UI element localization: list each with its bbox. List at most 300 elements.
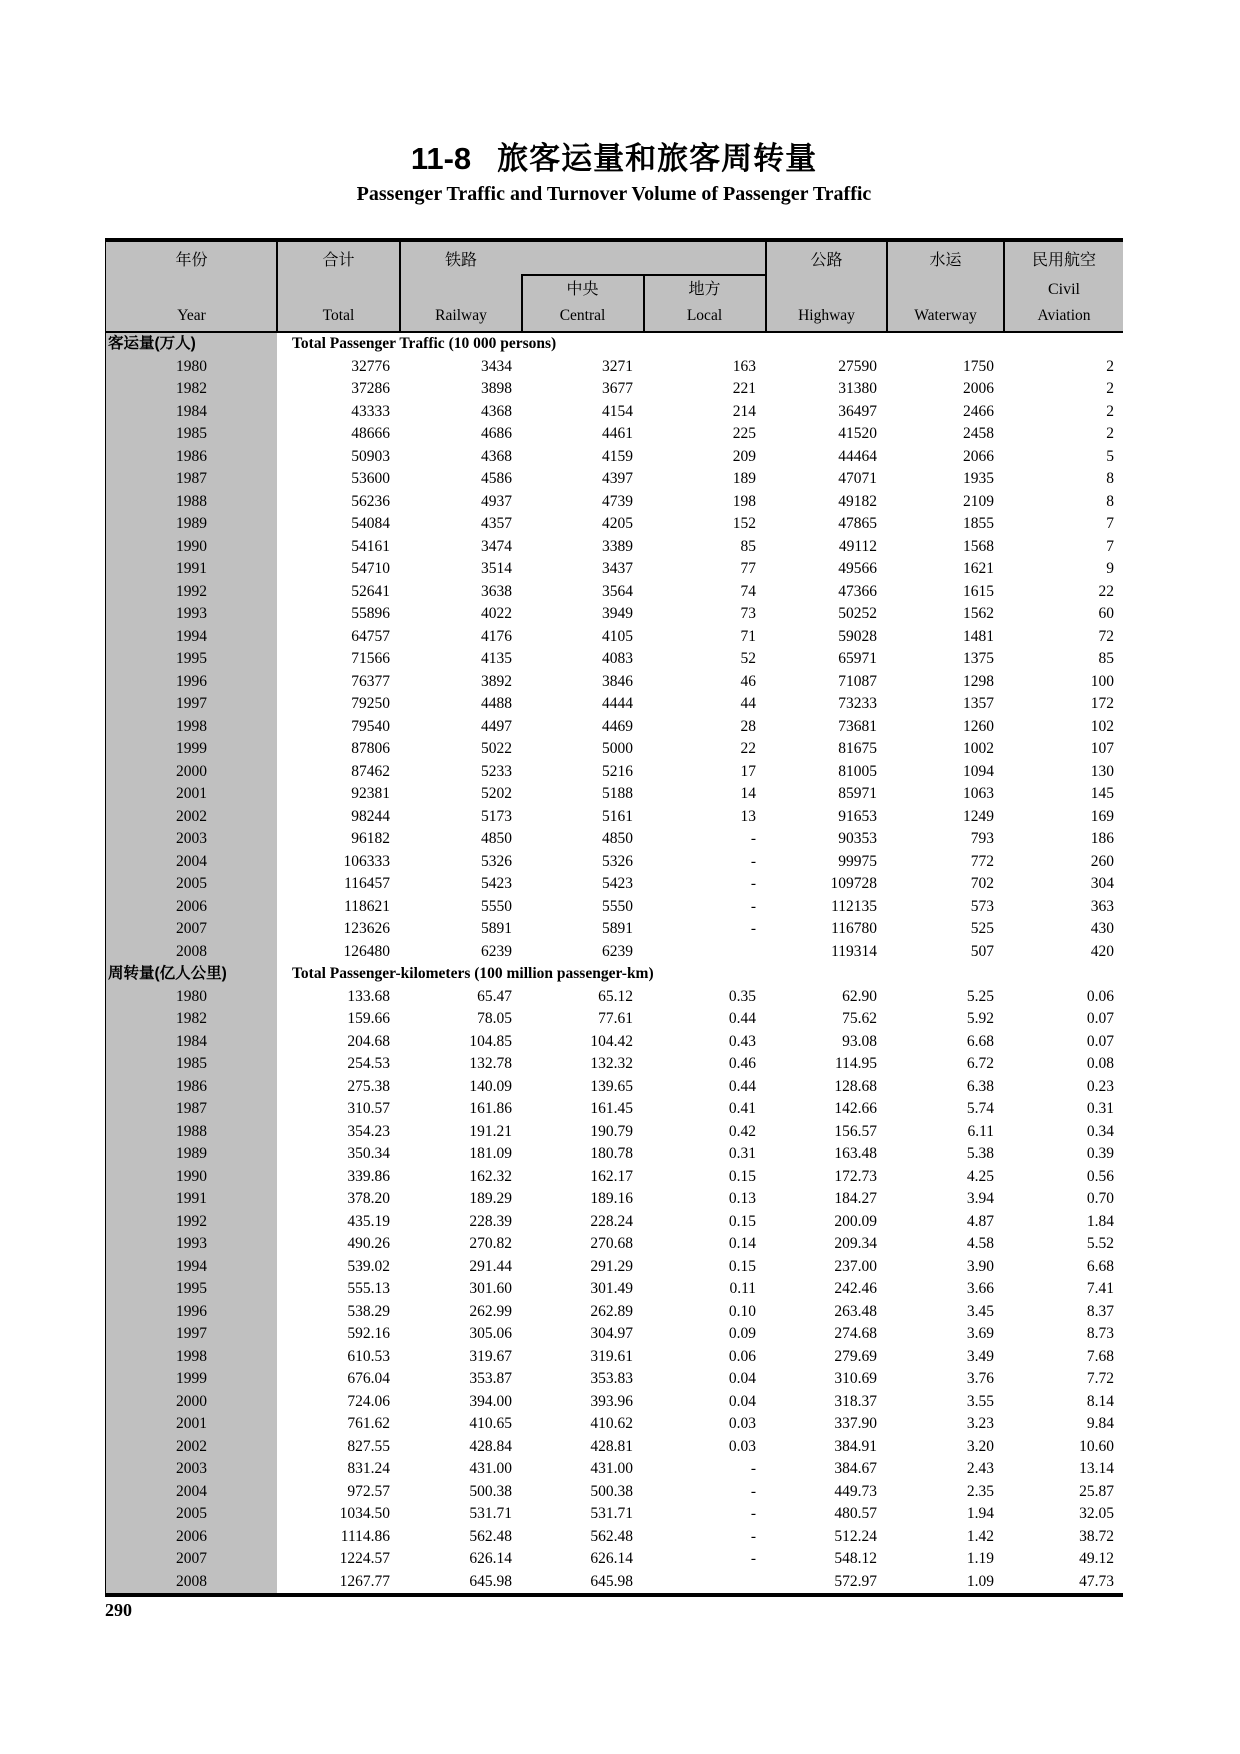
value-cell: 22 bbox=[1098, 582, 1114, 600]
table-row bbox=[106, 468, 1123, 491]
value-cell: 0.56 bbox=[1086, 1167, 1114, 1185]
header-highway-zh: 公路 bbox=[810, 252, 843, 269]
year-cell: 1991 bbox=[106, 1188, 277, 1211]
value-cell: - bbox=[750, 1505, 756, 1522]
value-cell: 431.00 bbox=[590, 1460, 633, 1477]
value-cell: 162.32 bbox=[469, 1167, 512, 1185]
table-row bbox=[106, 693, 1123, 716]
table-body bbox=[105, 333, 1123, 1597]
value-cell: 116457 bbox=[344, 875, 390, 892]
value-cell: 159.66 bbox=[347, 1010, 390, 1027]
value-cell: 2066 bbox=[963, 447, 994, 465]
table-row bbox=[106, 401, 1123, 424]
value-cell: 1.84 bbox=[1086, 1212, 1114, 1230]
value-cell: 531.71 bbox=[590, 1505, 633, 1522]
value-cell: 301.49 bbox=[590, 1280, 633, 1297]
value-cell: 428.84 bbox=[469, 1437, 512, 1455]
value-cell: 972.57 bbox=[347, 1482, 390, 1500]
value-cell: 1002 bbox=[963, 740, 994, 757]
value-cell: 62.90 bbox=[842, 987, 877, 1005]
value-cell: 5216 bbox=[602, 762, 633, 780]
value-cell: 337.90 bbox=[834, 1415, 877, 1432]
year-cell: 2006 bbox=[106, 896, 277, 919]
value-cell: 8.37 bbox=[1086, 1302, 1114, 1320]
value-cell: 5188 bbox=[602, 785, 633, 802]
value-cell: - bbox=[750, 1460, 756, 1477]
value-cell: 5000 bbox=[602, 740, 633, 757]
page-number: 290 bbox=[105, 1600, 132, 1620]
value-cell: 198 bbox=[732, 492, 756, 510]
value-cell: 5202 bbox=[481, 785, 512, 802]
value-cell: 31380 bbox=[838, 380, 877, 397]
table-row bbox=[106, 356, 1123, 379]
value-cell: 180.78 bbox=[590, 1145, 633, 1162]
value-cell: 0.11 bbox=[729, 1280, 756, 1297]
value-cell: 538.29 bbox=[347, 1302, 390, 1320]
value-cell: 162.17 bbox=[590, 1167, 633, 1185]
table-row bbox=[106, 1526, 1123, 1549]
value-cell: 8 bbox=[1106, 470, 1114, 487]
year-cell: 1997 bbox=[106, 693, 277, 716]
section-label-en: Total Passenger-kilometers (100 million passenger-km) bbox=[292, 965, 654, 982]
value-cell: 3846 bbox=[602, 672, 633, 690]
value-cell: 1.09 bbox=[966, 1572, 994, 1590]
value-cell: 0.04 bbox=[728, 1370, 756, 1387]
value-cell: 339.86 bbox=[347, 1167, 390, 1185]
value-cell: 5326 bbox=[481, 852, 512, 870]
year-cell: 1990 bbox=[106, 536, 277, 559]
value-cell: 279.69 bbox=[834, 1347, 877, 1365]
value-cell: 1.94 bbox=[966, 1505, 994, 1522]
value-cell: 3474 bbox=[481, 537, 512, 555]
value-cell: 5.38 bbox=[966, 1145, 994, 1162]
year-cell: 1998 bbox=[106, 716, 277, 739]
value-cell bbox=[643, 941, 766, 964]
table-row bbox=[106, 1233, 1123, 1256]
header-central-zh: 中央 bbox=[566, 281, 599, 298]
value-cell: 0.07 bbox=[1086, 1032, 1114, 1050]
value-cell: 169 bbox=[1090, 807, 1114, 825]
year-cell: 1989 bbox=[106, 1143, 277, 1166]
year-cell: 1999 bbox=[106, 738, 277, 761]
table-row bbox=[106, 896, 1123, 919]
value-cell: 5423 bbox=[602, 875, 633, 892]
value-cell: 2458 bbox=[963, 425, 994, 442]
value-cell: 0.03 bbox=[728, 1437, 756, 1455]
value-cell: 72 bbox=[1098, 627, 1114, 645]
table-row bbox=[106, 1076, 1123, 1099]
value-cell: 5326 bbox=[602, 852, 633, 870]
value-cell: 0.46 bbox=[728, 1055, 756, 1072]
value-cell: 4205 bbox=[602, 515, 633, 532]
value-cell: 4937 bbox=[481, 492, 512, 510]
value-cell: - bbox=[750, 1482, 756, 1500]
value-cell: 8.73 bbox=[1086, 1325, 1114, 1342]
year-cell: 2004 bbox=[106, 1481, 277, 1504]
header-railway-en: Railway bbox=[435, 307, 487, 324]
value-cell: - bbox=[750, 852, 756, 870]
value-cell: 156.57 bbox=[834, 1122, 877, 1140]
header-local-zh: 地方 bbox=[688, 281, 721, 298]
value-cell: 431.00 bbox=[469, 1460, 512, 1477]
section-label-zh: 周转量(亿人公里) bbox=[106, 963, 277, 986]
value-cell: 2 bbox=[1106, 402, 1114, 420]
value-cell: 1267.77 bbox=[339, 1572, 390, 1590]
section-header-row bbox=[106, 963, 1123, 986]
value-cell: 209.34 bbox=[834, 1235, 877, 1252]
value-cell: 393.96 bbox=[590, 1392, 633, 1410]
value-cell: 91653 bbox=[838, 807, 877, 825]
value-cell: 8 bbox=[1106, 492, 1114, 510]
value-cell: 4586 bbox=[481, 470, 512, 487]
value-cell: 228.39 bbox=[469, 1212, 512, 1230]
value-cell: 5173 bbox=[481, 807, 512, 825]
value-cell: 5 bbox=[1106, 447, 1114, 465]
value-cell: 132.78 bbox=[469, 1055, 512, 1072]
value-cell: 394.00 bbox=[469, 1392, 512, 1410]
value-cell: 6.11 bbox=[967, 1122, 994, 1140]
value-cell: - bbox=[750, 1550, 756, 1567]
value-cell: 17 bbox=[740, 762, 756, 780]
value-cell: 1750 bbox=[963, 357, 994, 375]
value-cell: 5.25 bbox=[966, 987, 994, 1005]
value-cell: 0.14 bbox=[728, 1235, 756, 1252]
value-cell: 291.44 bbox=[469, 1257, 512, 1275]
year-cell: 1985 bbox=[106, 423, 277, 446]
value-cell: 4159 bbox=[602, 447, 633, 465]
value-cell: 93.08 bbox=[842, 1032, 877, 1050]
table-row bbox=[106, 1548, 1123, 1571]
value-cell: 52 bbox=[740, 650, 756, 667]
value-cell: 50903 bbox=[351, 447, 390, 465]
value-cell: 0.13 bbox=[728, 1190, 756, 1207]
table-row bbox=[106, 558, 1123, 581]
value-cell: 480.57 bbox=[834, 1505, 877, 1522]
value-cell: 0.31 bbox=[1086, 1100, 1114, 1117]
value-cell: 10.60 bbox=[1079, 1437, 1114, 1455]
value-cell: 191.21 bbox=[469, 1122, 512, 1140]
value-cell: 793 bbox=[970, 830, 994, 847]
value-cell: 5550 bbox=[602, 897, 633, 915]
value-cell: 47.73 bbox=[1079, 1572, 1114, 1590]
value-cell: 6239 bbox=[481, 942, 512, 960]
table-row bbox=[106, 1503, 1123, 1526]
value-cell: 5161 bbox=[602, 807, 633, 825]
value-cell: 181.09 bbox=[469, 1145, 512, 1162]
table-row bbox=[106, 378, 1123, 401]
value-cell: 2.35 bbox=[966, 1482, 994, 1500]
value-cell: 3437 bbox=[602, 560, 633, 577]
value-cell: 3.90 bbox=[966, 1257, 994, 1275]
value-cell: 52641 bbox=[351, 582, 390, 600]
value-cell: 319.61 bbox=[590, 1347, 633, 1365]
value-cell: 49.12 bbox=[1079, 1550, 1114, 1567]
value-cell: 304.97 bbox=[590, 1325, 633, 1342]
value-cell: 4488 bbox=[481, 695, 512, 712]
value-cell: 109728 bbox=[830, 875, 877, 892]
value-cell: 119314 bbox=[831, 942, 877, 960]
value-cell: 81005 bbox=[838, 762, 877, 780]
value-cell: 145 bbox=[1090, 785, 1114, 802]
value-cell: 0.35 bbox=[728, 987, 756, 1005]
value-cell: 47071 bbox=[838, 470, 877, 487]
value-cell: 32.05 bbox=[1079, 1505, 1114, 1522]
year-cell: 1996 bbox=[106, 671, 277, 694]
value-cell: 1562 bbox=[963, 605, 994, 622]
header-year-zh: 年份 bbox=[175, 252, 208, 269]
value-cell: 430 bbox=[1090, 920, 1114, 937]
value-cell: 270.68 bbox=[590, 1235, 633, 1252]
value-cell: 4135 bbox=[481, 650, 512, 667]
value-cell: 49182 bbox=[838, 492, 877, 510]
value-cell: 104.85 bbox=[469, 1032, 512, 1050]
value-cell: 0.43 bbox=[728, 1032, 756, 1050]
value-cell: 46 bbox=[740, 672, 756, 690]
value-cell: 3.69 bbox=[966, 1325, 994, 1342]
table-row bbox=[106, 1391, 1123, 1414]
table-row bbox=[106, 1458, 1123, 1481]
value-cell: 0.41 bbox=[728, 1100, 756, 1117]
value-cell: 531.71 bbox=[469, 1505, 512, 1522]
value-cell: 28 bbox=[740, 717, 756, 735]
value-cell: 71 bbox=[740, 627, 756, 645]
value-cell: 71566 bbox=[351, 650, 390, 667]
value-cell: 1249 bbox=[963, 807, 994, 825]
value-cell: 59028 bbox=[838, 627, 877, 645]
value-cell: 0.04 bbox=[728, 1392, 756, 1410]
value-cell: 7.72 bbox=[1086, 1370, 1114, 1387]
table-row bbox=[106, 513, 1123, 536]
year-cell: 1999 bbox=[106, 1368, 277, 1391]
value-cell: 2 bbox=[1106, 425, 1114, 442]
table-row bbox=[106, 1031, 1123, 1054]
title-chinese: 旅客运量和旅客周转量 bbox=[497, 141, 818, 176]
value-cell: 221 bbox=[732, 380, 756, 397]
value-cell: 0.08 bbox=[1086, 1055, 1114, 1072]
value-cell: 6239 bbox=[602, 942, 633, 960]
year-cell: 1980 bbox=[106, 986, 277, 1009]
table-row bbox=[106, 491, 1123, 514]
value-cell: 49566 bbox=[838, 560, 877, 577]
table-header bbox=[105, 238, 1123, 333]
page-subtitle: Passenger Traffic and Turnover Volume of Passenger Traffic bbox=[356, 183, 872, 205]
value-cell: 572.97 bbox=[834, 1572, 877, 1590]
year-cell: 2002 bbox=[106, 1436, 277, 1459]
value-cell: 310.57 bbox=[347, 1100, 390, 1117]
table-row bbox=[106, 761, 1123, 784]
year-cell: 1986 bbox=[106, 446, 277, 469]
value-cell: 1935 bbox=[963, 470, 994, 487]
header-total-zh: 合计 bbox=[322, 252, 355, 269]
table-row bbox=[106, 446, 1123, 469]
value-cell: 228.24 bbox=[590, 1212, 633, 1230]
value-cell: 5.92 bbox=[966, 1010, 994, 1027]
value-cell: 0.23 bbox=[1086, 1077, 1114, 1095]
table-row bbox=[106, 1166, 1123, 1189]
value-cell: 85 bbox=[740, 537, 756, 555]
value-cell: 724.06 bbox=[347, 1392, 390, 1410]
year-cell: 1992 bbox=[106, 581, 277, 604]
table-row bbox=[106, 1098, 1123, 1121]
value-cell: 189.16 bbox=[590, 1190, 633, 1207]
value-cell: 262.99 bbox=[469, 1302, 512, 1320]
value-cell: 3.55 bbox=[966, 1392, 994, 1410]
value-cell: 254.53 bbox=[347, 1055, 390, 1072]
table-row bbox=[106, 716, 1123, 739]
value-cell: 319.67 bbox=[469, 1347, 512, 1365]
value-cell: 161.86 bbox=[469, 1100, 512, 1117]
year-cell: 2003 bbox=[106, 828, 277, 851]
value-cell: 3.45 bbox=[966, 1302, 994, 1320]
value-cell: 3.94 bbox=[966, 1190, 994, 1207]
value-cell: 435.19 bbox=[347, 1212, 390, 1230]
value-cell: 98244 bbox=[351, 807, 390, 825]
value-cell: 2109 bbox=[963, 492, 994, 510]
value-cell: 1357 bbox=[963, 695, 994, 712]
value-cell: 301.60 bbox=[469, 1280, 512, 1297]
value-cell: 363 bbox=[1090, 897, 1114, 915]
year-cell: 1994 bbox=[106, 626, 277, 649]
value-cell: 645.98 bbox=[590, 1572, 633, 1590]
value-cell: 27590 bbox=[838, 357, 877, 375]
value-cell: 172 bbox=[1090, 695, 1114, 712]
value-cell: 1375 bbox=[963, 650, 994, 667]
value-cell: 4686 bbox=[481, 425, 512, 442]
value-cell: 4368 bbox=[481, 402, 512, 420]
year-cell: 1994 bbox=[106, 1256, 277, 1279]
value-cell: 1615 bbox=[963, 582, 994, 600]
value-cell: 38.72 bbox=[1079, 1527, 1114, 1545]
table-row bbox=[106, 1008, 1123, 1031]
value-cell: 573 bbox=[970, 897, 994, 915]
value-cell: 161.45 bbox=[590, 1100, 633, 1117]
value-cell: 242.46 bbox=[834, 1280, 877, 1297]
table-row bbox=[106, 1121, 1123, 1144]
value-cell: 6.38 bbox=[966, 1077, 994, 1095]
value-cell: 128.68 bbox=[834, 1077, 877, 1095]
value-cell: 237.00 bbox=[834, 1257, 877, 1275]
value-cell: 410.62 bbox=[590, 1415, 633, 1432]
value-cell: 3434 bbox=[481, 357, 512, 375]
value-cell: 118621 bbox=[344, 897, 390, 915]
table-number: 11-8 bbox=[410, 141, 472, 176]
value-cell: 5233 bbox=[481, 762, 512, 780]
value-cell: 0.70 bbox=[1086, 1190, 1114, 1207]
value-cell: 53600 bbox=[351, 470, 390, 487]
value-cell: 9 bbox=[1106, 560, 1114, 577]
table-row bbox=[106, 941, 1123, 964]
value-cell: 4105 bbox=[602, 627, 633, 645]
table-row bbox=[106, 1436, 1123, 1459]
value-cell: 22 bbox=[740, 740, 756, 757]
value-cell: 225 bbox=[732, 425, 756, 442]
value-cell: 3898 bbox=[481, 380, 512, 397]
value-cell: 5891 bbox=[481, 920, 512, 937]
section-header-row bbox=[106, 333, 1123, 356]
value-cell: 0.39 bbox=[1086, 1145, 1114, 1162]
table-row bbox=[106, 603, 1123, 626]
value-cell: 0.15 bbox=[728, 1257, 756, 1275]
value-cell: 3892 bbox=[481, 672, 512, 690]
value-cell: 5550 bbox=[481, 897, 512, 915]
value-cell: 772 bbox=[970, 852, 994, 870]
year-cell: 2006 bbox=[106, 1526, 277, 1549]
year-cell: 1987 bbox=[106, 1098, 277, 1121]
value-cell: 2 bbox=[1106, 357, 1114, 375]
value-cell: 126480 bbox=[343, 942, 390, 960]
value-cell: 4461 bbox=[602, 425, 633, 442]
value-cell: 14 bbox=[740, 785, 756, 802]
value-cell: 305.06 bbox=[469, 1325, 512, 1342]
value-cell: 384.91 bbox=[834, 1437, 877, 1455]
value-cell: 163 bbox=[732, 357, 756, 375]
value-cell: 87462 bbox=[351, 762, 390, 780]
value-cell: 76377 bbox=[351, 672, 390, 690]
value-cell: 500.38 bbox=[469, 1482, 512, 1500]
value-cell: 60 bbox=[1098, 605, 1114, 622]
value-cell: 548.12 bbox=[834, 1550, 877, 1567]
value-cell: 4357 bbox=[481, 515, 512, 532]
value-cell: 163.48 bbox=[834, 1145, 877, 1162]
value-cell: 13.14 bbox=[1079, 1460, 1114, 1477]
value-cell: 262.89 bbox=[590, 1302, 633, 1320]
value-cell: 1034.50 bbox=[339, 1505, 390, 1522]
value-cell: 64757 bbox=[351, 627, 390, 645]
value-cell: 4739 bbox=[602, 492, 633, 510]
value-cell: 204.68 bbox=[347, 1032, 390, 1050]
year-cell: 2002 bbox=[106, 806, 277, 829]
value-cell: 73233 bbox=[838, 695, 877, 712]
value-cell: 761.62 bbox=[347, 1415, 390, 1432]
value-cell: 676.04 bbox=[347, 1370, 390, 1387]
year-cell: 1990 bbox=[106, 1166, 277, 1189]
year-cell: 1984 bbox=[106, 401, 277, 424]
year-cell: 2008 bbox=[106, 1571, 277, 1594]
year-cell: 1988 bbox=[106, 1121, 277, 1144]
year-cell: 2004 bbox=[106, 851, 277, 874]
header-aviation-en: Aviation bbox=[1037, 307, 1091, 324]
value-cell: 626.14 bbox=[590, 1550, 633, 1567]
value-cell: 4.58 bbox=[966, 1235, 994, 1252]
value-cell: 7 bbox=[1106, 537, 1114, 555]
value-cell: 449.73 bbox=[834, 1482, 877, 1500]
value-cell: 1298 bbox=[963, 672, 994, 690]
value-cell: 190.79 bbox=[590, 1122, 633, 1140]
value-cell: 350.34 bbox=[347, 1145, 390, 1162]
table-row bbox=[106, 783, 1123, 806]
value-cell: 3514 bbox=[481, 560, 512, 577]
year-cell: 2000 bbox=[106, 1391, 277, 1414]
value-cell: 1621 bbox=[963, 560, 994, 577]
table-row bbox=[106, 1481, 1123, 1504]
value-cell: 47366 bbox=[838, 582, 877, 600]
value-cell: 0.15 bbox=[728, 1167, 756, 1185]
value-cell: 36497 bbox=[838, 402, 877, 420]
value-cell: 6.68 bbox=[966, 1032, 994, 1050]
value-cell: 1.19 bbox=[966, 1550, 994, 1567]
value-cell: 318.37 bbox=[834, 1392, 877, 1410]
value-cell: 133.68 bbox=[347, 987, 390, 1005]
value-cell: 73 bbox=[740, 605, 756, 622]
value-cell: 4397 bbox=[602, 470, 633, 487]
header-highway-en: Highway bbox=[798, 307, 855, 324]
table-row bbox=[106, 1278, 1123, 1301]
value-cell: 410.65 bbox=[469, 1415, 512, 1432]
year-cell: 2007 bbox=[106, 918, 277, 941]
value-cell: 44464 bbox=[838, 447, 877, 465]
value-cell: 200.09 bbox=[834, 1212, 877, 1230]
value-cell: 5022 bbox=[481, 740, 512, 757]
